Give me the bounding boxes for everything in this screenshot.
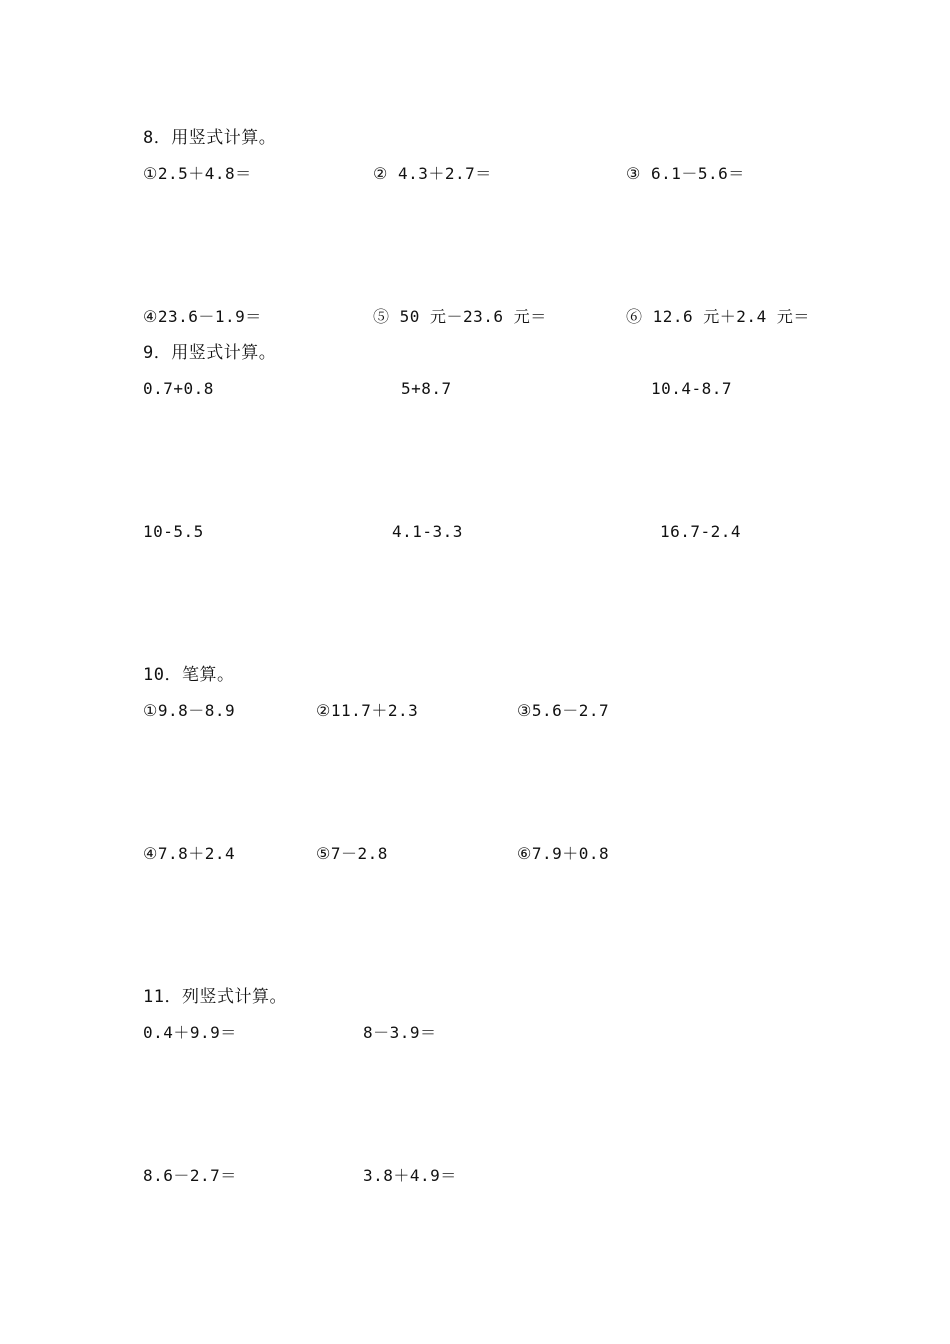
problem-10-3: ③5.6－2.7 xyxy=(517,701,610,720)
section-9-heading: 9．用竖式计算。 xyxy=(143,343,277,363)
problem-11-4: 3.8＋4.9＝ xyxy=(363,1166,457,1185)
problem-8-2: ② 4.3＋2.7＝ xyxy=(373,164,492,183)
problem-9-5: 4.1-3.3 xyxy=(392,522,463,541)
problem-9-6: 16.7-2.4 xyxy=(660,522,742,541)
problem-9-2: 5+8.7 xyxy=(401,379,452,398)
problem-8-5: ⑤ 50 元－23.6 元＝ xyxy=(373,307,547,326)
problem-11-3: 8.6－2.7＝ xyxy=(143,1166,237,1185)
section-10-heading: 10．笔算。 xyxy=(143,665,235,685)
problem-8-1: ①2.5＋4.8＝ xyxy=(143,164,252,183)
problem-9-3: 10.4-8.7 xyxy=(651,379,733,398)
problem-10-1: ①9.8－8.9 xyxy=(143,701,236,720)
problem-9-1: 0.7+0.8 xyxy=(143,379,214,398)
problem-8-4: ④23.6－1.9＝ xyxy=(143,307,262,326)
problem-11-2: 8－3.9＝ xyxy=(363,1023,437,1042)
problem-8-3: ③ 6.1－5.6＝ xyxy=(626,164,745,183)
problem-8-6: ⑥ 12.6 元＋2.4 元＝ xyxy=(626,307,810,326)
problem-10-5: ⑤7－2.8 xyxy=(316,844,388,863)
problem-10-2: ②11.7＋2.3 xyxy=(316,701,419,720)
problem-11-1: 0.4＋9.9＝ xyxy=(143,1023,237,1042)
section-8-heading: 8．用竖式计算。 xyxy=(143,128,277,148)
problem-9-4: 10-5.5 xyxy=(143,522,204,541)
problem-10-6: ⑥7.9＋0.8 xyxy=(517,844,610,863)
problem-10-4: ④7.8＋2.4 xyxy=(143,844,236,863)
section-11-heading: 11．列竖式计算。 xyxy=(143,987,287,1007)
